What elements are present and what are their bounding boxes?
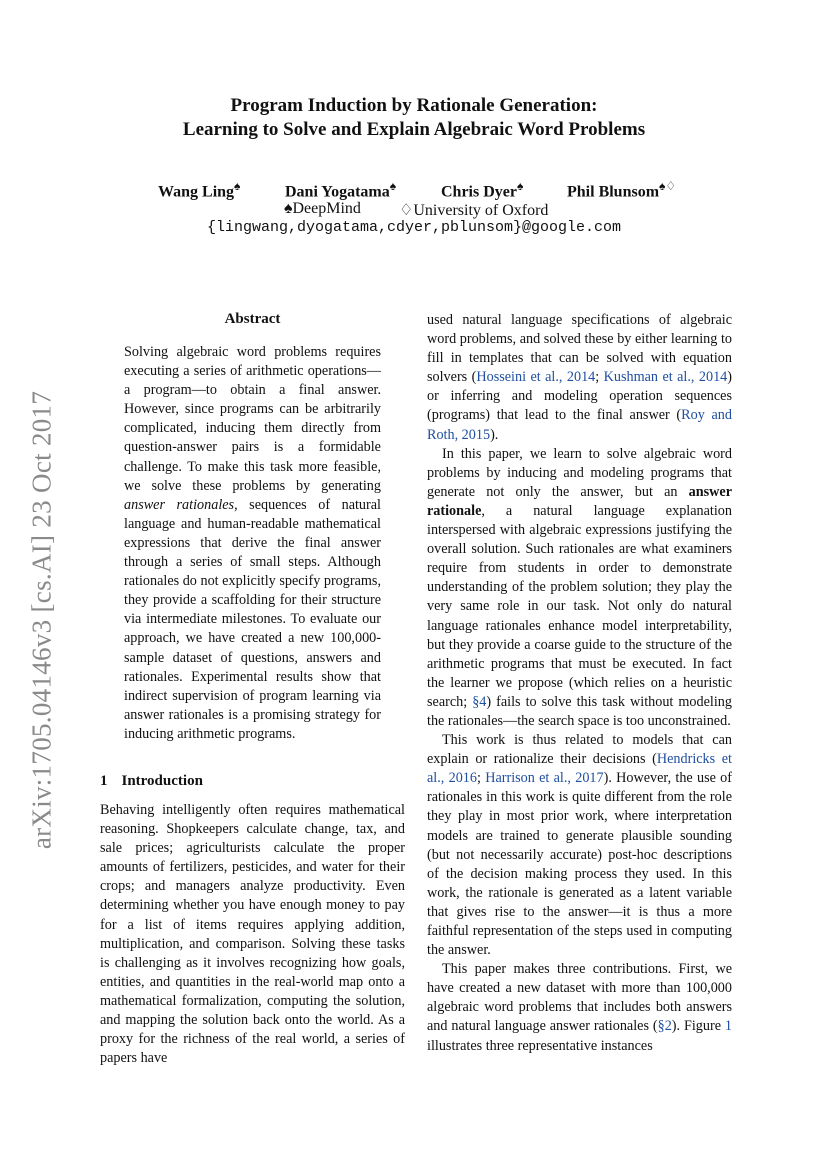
author-mark: ♠: [234, 179, 241, 193]
arxiv-identifier: [12, 360, 72, 880]
author-4: [567, 179, 676, 201]
abstract-text-part: , sequences of natural language and human-readable mathematical expressions that derive the final answer through a series of small steps. Although rationales do not explicitly specify programs, they provide a scaffolding for their structure via intermediate milestones. To evaluate our approach, we have created a new 100,000-sample dataset of questions, answers and rationales. Experimental results show that indirect supervision of program learning via answer rationales is a promising strategy for inducing arithmetic programs.: [124, 496, 381, 742]
abstract-heading: Abstract: [224, 311, 281, 327]
paragraph-4: [427, 960, 732, 1055]
paragraph-text: illustrates three representative instances: [427, 1037, 653, 1054]
author-name: Wang Ling: [158, 183, 235, 201]
author-name: Chris Dyer: [441, 183, 517, 201]
paragraph-text: This paper makes three contributions. First, we have created a new dataset with more than 100,000 algebraic word problems that includes both answers and natural language answer rationales (: [427, 961, 732, 1035]
author-mark: ♠♢: [659, 179, 677, 193]
paragraph-2: [427, 445, 732, 731]
paragraph-text: ) fails to solve this task without modeling the rationales—the search space is too unconstrained.: [427, 693, 732, 729]
paragraph-text: Behaving intelligently often requires mathematical reasoning. Shopkeepers calculate change, tax, and sale prices; agriculturists calculate the proper amounts of fertilizers, pesticides, and water for their crops; and managers analyze productivity. Even determining whether you have enough money to pay for a list of items requires applying addition, multiplication, and comparison. Solving these tasks is challenging as it involves recognizing how goals, entities, and quantities in the real-world map onto a mathematical formalization, computing the solution, and mapping the solution back onto the world. As a proxy for the richness of the real world, a series of papers have: [100, 802, 405, 1067]
paragraph-1: [427, 311, 732, 445]
author-2: [285, 179, 396, 201]
right-column: [427, 311, 732, 1056]
citation-link[interactable]: Harrison et al., 2017: [485, 770, 604, 787]
section-number: 1: [100, 773, 108, 789]
section-link[interactable]: §4: [472, 693, 487, 710]
abstract-text: [124, 343, 381, 744]
author-email: {lingwang,dyogatama,cdyer,pblunsom}@google.com: [206, 219, 622, 236]
paragraph-text: , a natural language explanation interspersed with algebraic expressions justifying the overall solution. Such rationales are what examiners require from students in order to demonstrate understanding of the problem solution; they play the very same role in our task. Not only do natural language rationales enhance model interpretability, but they provide a coarse guide to the structure of the arithmetic programs that must be executed. In fact the learner we propose (which relies on a heuristic search;: [427, 502, 732, 710]
paragraph-3: [427, 731, 732, 960]
author-mark: ♠: [389, 179, 397, 193]
paragraph-text: used natural language specifications of algebraic word problems, and solved these by either learning to fill in templates that can be solved with equation solvers (: [427, 312, 732, 386]
paragraph-text: ;: [476, 770, 486, 787]
citation-link[interactable]: Hendricks et al., 2016: [427, 751, 732, 787]
author-name: Phil Blunsom: [567, 183, 660, 201]
author-name: Dani Yogatama: [285, 183, 390, 201]
abstract-emphasis: answer rationales: [124, 496, 235, 513]
paragraph-text: ). Figure: [671, 1018, 725, 1035]
abstract-text-part: Solving algebraic word problems requires executing a series of arithmetic operations—a program—to obtain a final answer. However, since programs can be arbitrarily complicated, inducing them directly from question-answer pairs is a formidable challenge. To make this task more feasible, we solve these problems by generating: [124, 344, 381, 494]
section-heading-introduction: [100, 773, 203, 790]
citation-link[interactable]: Kushman et al., 2014: [603, 369, 728, 386]
paragraph-text: In this paper, we learn to solve algebraic word problems by inducing and modeling programs that generate not only the answer, but an: [427, 445, 732, 500]
author-3: [441, 179, 523, 201]
paragraph-text: This work is thus related to models that can explain or rationalize their decisions (: [427, 732, 732, 768]
paragraph-text: ). However, the use of rationales in this work is quite different from the role they play in most prior work, where interpretation models are trained to generate plausible sounding (but not necessarily accurate) post-hoc descriptions of the decision making process they used. In this work, the rationale is generated as a latent variable that gives rise to the answer—it is thus a more faithful representation of the steps used in computing the answer.: [427, 770, 732, 959]
paragraph-text: ) or inferring and modeling operation sequences (programs) that lead to the final answer (: [427, 369, 732, 424]
figure-link[interactable]: 1: [724, 1018, 732, 1035]
section-link[interactable]: §2: [657, 1018, 672, 1035]
affiliation-deepmind: ♠DeepMind: [284, 200, 361, 217]
bold-term: answer rationale: [427, 483, 732, 519]
arxiv-identifier-text: arXiv:1705.04146v3 [cs.AI] 23 Oct 2017: [26, 390, 57, 850]
paragraph-text: ;: [595, 369, 604, 386]
author-mark: ♠: [516, 179, 524, 193]
affiliation-oxford: ♢University of Oxford: [399, 202, 549, 219]
citation-link[interactable]: Roy and Roth, 2015: [427, 407, 732, 443]
section-title: Introduction: [121, 773, 203, 789]
author-1: [158, 179, 240, 201]
paragraph-text: ).: [490, 426, 499, 443]
paper-title-line-1: Program Induction by Rationale Generation:: [230, 95, 598, 116]
intro-paragraph-1: [100, 801, 405, 1068]
paper-title-line-2: Learning to Solve and Explain Algebraic Word Problems: [182, 119, 646, 140]
citation-link[interactable]: Hosseini et al., 2014: [476, 369, 596, 386]
